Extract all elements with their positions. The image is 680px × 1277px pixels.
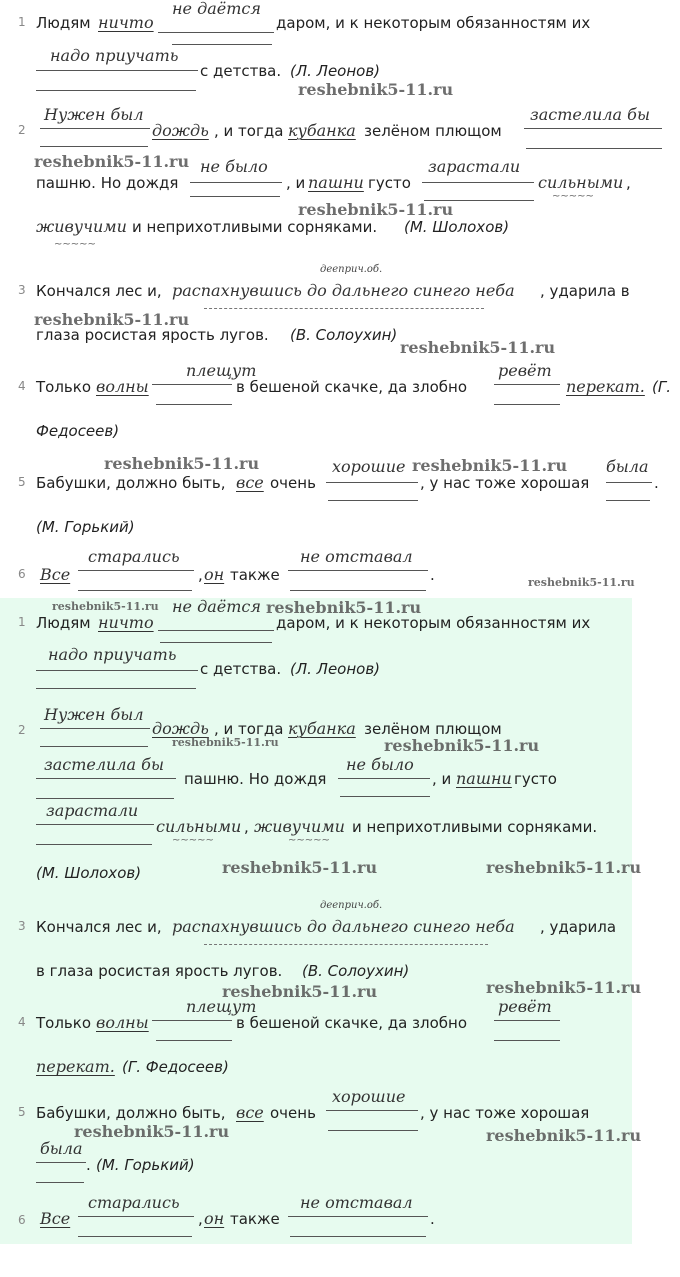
wavy-underline: ~~~~~ [552,191,594,202]
subject-word: дождь [152,121,209,140]
text: в глаза росистая ярость лугов. [36,962,283,980]
handwritten-predicate: зарастали [46,801,139,820]
blank-line [288,1216,428,1217]
text: густо [368,174,411,192]
subject-word: волны [96,377,149,396]
handwritten-predicate: не даётся [172,0,261,18]
blank-line [326,1110,418,1111]
handwritten-predicate: старались [88,1193,180,1212]
blank-line [78,1216,194,1217]
text: Кончался лес и, [36,282,162,300]
blank-line [78,1236,192,1237]
blank-line [40,728,150,729]
blank-line [606,482,652,483]
source: (Л. Леонов) [290,660,381,678]
blank-line [524,128,662,129]
text: , и тогда [214,720,284,738]
sentence-number: 3 [18,283,26,297]
watermark: reshebnik5-11.ru [412,456,568,475]
source: (В. Солоухин) [290,326,398,344]
watermark: reshebnik5-11.ru [486,858,642,877]
modifier-word: сильными [538,173,624,192]
text: зелёном плющом [364,122,502,140]
wavy-underline: ~~~~~ [288,835,330,846]
wavy-underline: ~~~~~ [54,239,96,250]
subject-word: волны [96,1013,149,1032]
blank-line [338,778,430,779]
text: Людям [36,614,91,632]
blank-line [494,1040,560,1041]
handwritten-predicate: надо приучать [48,645,177,664]
blank-line [422,182,534,183]
subject-word: кубанка [288,719,356,738]
handwritten-predicate: плещут [186,997,257,1016]
text: очень [270,474,316,492]
modifier-word: живучими [36,217,127,236]
watermark: reshebnik5-11.ru [298,80,454,99]
blank-line [290,590,426,591]
subject-word: ничто [98,13,154,32]
sentence-number: 1 [18,615,26,629]
blank-line [78,570,194,571]
blank-line [326,482,418,483]
participial-phrase: распахнувшись до дальнего синего неба [172,917,515,936]
text: . [430,566,435,584]
subject-word: Все [40,1209,71,1228]
watermark: reshebnik5-11.ru [172,736,279,749]
watermark: reshebnik5-11.ru [34,152,190,171]
source: (В. Солоухин) [302,962,410,980]
blank-line [328,500,418,501]
watermark: reshebnik5-11.ru [528,576,635,589]
sentence-number: 3 [18,919,26,933]
text: . [430,1210,435,1228]
source: (Г. [652,378,671,396]
blank-line [494,404,560,405]
text: в бешеной скачке, да злобно [236,378,468,396]
watermark: reshebnik5-11.ru [222,858,378,877]
modifier-word: живучими [254,817,345,836]
source: (М. Шолохов) [36,864,142,882]
handwritten-predicate: зарастали [428,157,521,176]
handwritten-predicate: застелила бы [530,105,650,124]
blank-line [36,1162,86,1163]
source: (Л. Леонов) [290,62,381,80]
watermark: reshebnik5-11.ru [298,200,454,219]
text: , и [286,174,306,192]
text: . [654,474,659,492]
text: также [230,566,280,584]
blank-line [606,500,650,501]
text: , [198,1210,203,1228]
source: (М. Шолохов) [404,218,510,236]
wavy-underline: ~~~~~ [172,835,214,846]
text: , у нас тоже хорошая [420,1104,590,1122]
blank-line [158,630,274,631]
text: , ударила в [540,282,630,300]
sentence-number: 4 [18,379,26,393]
handwritten-predicate: Нужен был [44,105,144,124]
text: , у нас тоже хорошая [420,474,590,492]
blank-line [36,778,176,779]
grammar-note: дееприч.об. [320,900,383,911]
handwritten-predicate: ревёт [498,361,552,380]
text: Бабушки, должно быть, [36,1104,226,1122]
subject-word: Все [40,565,71,584]
blank-line [152,384,232,385]
watermark: reshebnik5-11.ru [222,982,378,1001]
watermark: reshebnik5-11.ru [400,338,556,357]
text: , и [432,770,452,788]
subject-word: все [236,1103,264,1122]
text: густо [514,770,557,788]
watermark: reshebnik5-11.ru [266,598,422,617]
blank-line [36,1182,84,1183]
watermark: reshebnik5-11.ru [104,454,260,473]
text: Только [36,1014,92,1032]
handwritten-predicate: хорошие [332,457,406,476]
blank-line [36,824,154,825]
handwritten-predicate: старались [88,547,180,566]
blank-line [36,90,196,91]
blank-line [190,196,280,197]
source: (М. Горький) [96,1156,195,1174]
subject-word: пашни [308,173,364,192]
source: (Г. Федосеев) [122,1058,229,1076]
text: в бешеной скачке, да злобно [236,1014,468,1032]
source: Федосеев) [36,422,120,440]
blank-line [40,746,148,747]
sentence-number: 4 [18,1015,26,1029]
text: с детства. [200,62,282,80]
handwritten-predicate: не даётся [172,597,261,616]
text: , [198,566,203,584]
blank-line [494,1020,560,1021]
participial-phrase: распахнувшись до дальнего синего неба [172,281,515,300]
handwritten-predicate: не было [346,755,414,774]
blank-line [526,148,662,149]
handwritten-predicate: была [606,457,649,476]
watermark: reshebnik5-11.ru [486,1126,642,1145]
blank-line [36,844,152,845]
blank-line [78,590,192,591]
handwritten-predicate: плещут [186,361,257,380]
text: , [244,818,249,836]
subject-word: дождь [152,719,209,738]
sentence-number: 5 [18,1105,26,1119]
blank-line [190,182,282,183]
blank-line [40,146,148,147]
text: также [230,1210,280,1228]
modifier-word: сильными [156,817,242,836]
text: и неприхотливыми сорняками. [352,818,598,836]
handwritten-predicate: ревёт [498,997,552,1016]
text: даром, и к некоторым обязанностям их [276,14,591,32]
sentence-number: 2 [18,123,26,137]
text: и неприхотливыми сорняками. [132,218,378,236]
blank-line [36,670,198,671]
text: Кончался лес и, [36,918,162,936]
subject-word: он [204,1209,225,1228]
text: пашню. Но дождя [36,174,179,192]
handwritten-predicate: застелила бы [44,755,164,774]
handwritten-predicate: не было [200,157,268,176]
blank-line [36,798,174,799]
blank-line [36,70,198,71]
subject-word: ничто [98,613,154,632]
blank-line [160,642,272,643]
text: , ударила [540,918,617,936]
watermark: reshebnik5-11.ru [486,978,642,997]
handwritten-predicate: была [40,1139,83,1158]
blank-line [36,688,196,689]
sentence-number: 6 [18,1213,26,1227]
blank-line [152,1020,232,1021]
handwritten-predicate: надо приучать [50,46,179,65]
watermark: reshebnik5-11.ru [74,1122,230,1141]
dash-dot-underline [204,308,484,309]
blank-line [40,128,150,129]
watermark: reshebnik5-11.ru [52,600,159,613]
text: пашню. Но дождя [184,770,327,788]
blank-line [340,796,430,797]
blank-line [156,1040,232,1041]
subject-word: перекат. [566,377,645,396]
blank-line [290,1236,426,1237]
handwritten-predicate: Нужен был [44,705,144,724]
text: зелёном плющом [364,720,502,738]
text: , и тогда [214,122,284,140]
text: с детства. [200,660,282,678]
handwritten-predicate: хорошие [332,1087,406,1106]
grammar-note: дееприч.об. [320,264,383,275]
blank-line [156,404,232,405]
watermark: reshebnik5-11.ru [34,310,190,329]
subject-word: все [236,473,264,492]
blank-line [172,44,272,45]
sentence-number: 2 [18,723,26,737]
text: Бабушки, должно быть, [36,474,226,492]
subject-word: пашни [456,769,512,788]
handwritten-predicate: не отставал [300,547,413,566]
text: Людям [36,14,91,32]
text: . [86,1156,91,1174]
sentence-number: 1 [18,15,26,29]
handwritten-predicate: не отставал [300,1193,413,1212]
text: Только [36,378,92,396]
text: глаза росистая ярость лугов. [36,326,269,344]
sentence-number: 6 [18,567,26,581]
source: (М. Горький) [36,518,135,536]
watermark: reshebnik5-11.ru [384,736,540,755]
blank-line [328,1130,418,1131]
subject-word: перекат. [36,1057,115,1076]
subject-word: кубанка [288,121,356,140]
sentence-number: 5 [18,475,26,489]
text: очень [270,1104,316,1122]
blank-line [158,32,274,33]
blank-line [288,570,428,571]
subject-word: он [204,565,225,584]
text: даром, и к некоторым обязанностям их [276,614,591,632]
dash-dot-underline [204,944,488,945]
text: , [626,174,631,192]
blank-line [494,384,560,385]
